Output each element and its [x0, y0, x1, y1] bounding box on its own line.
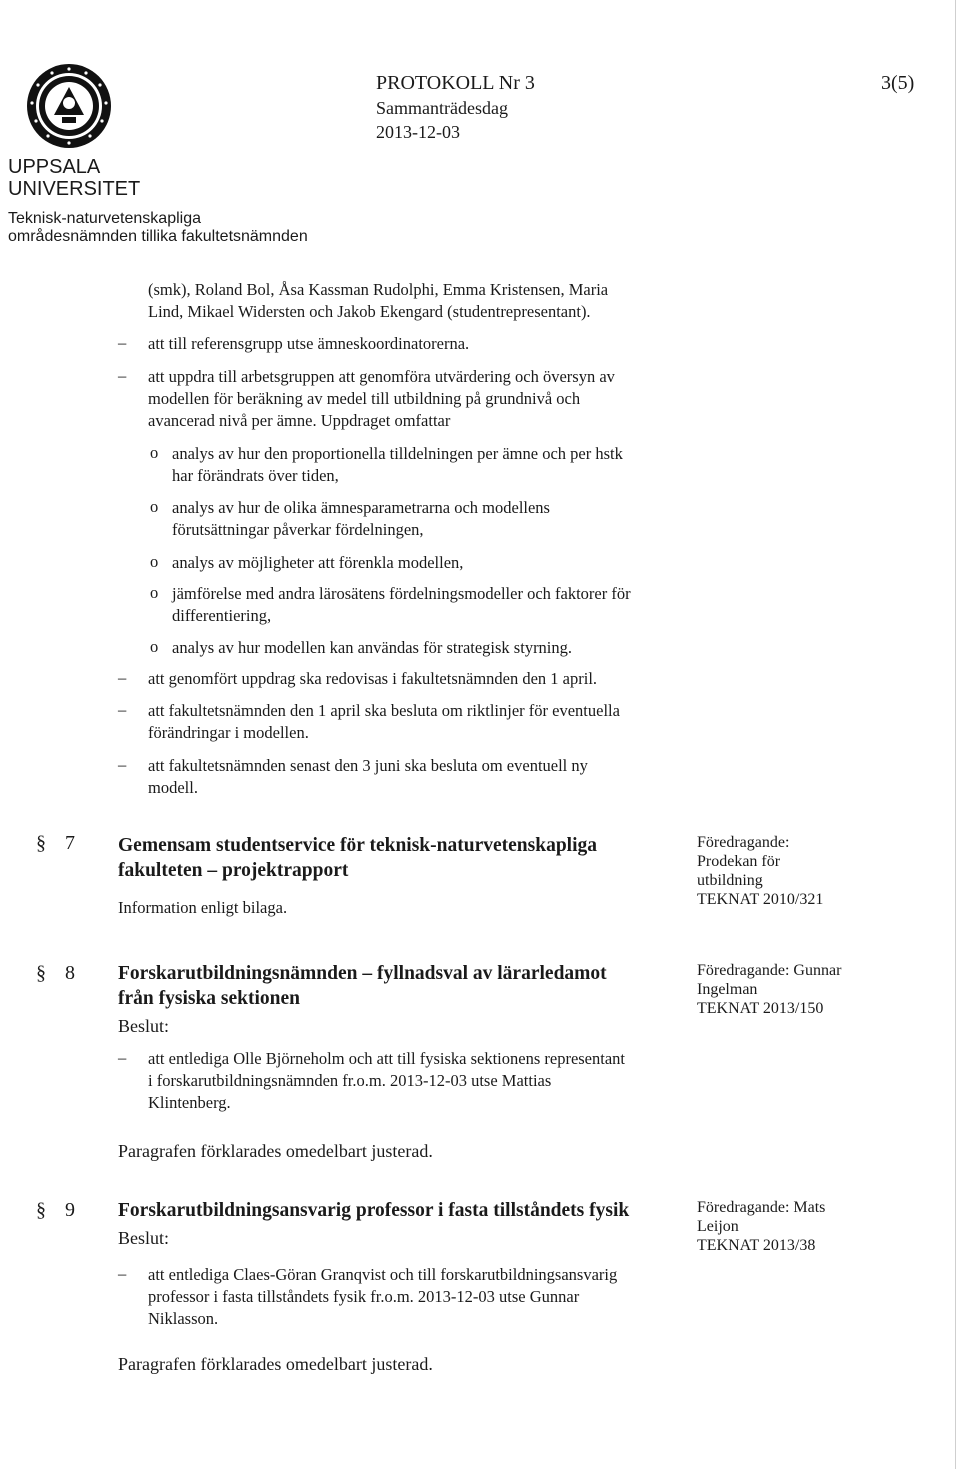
- bullet-marker: o: [150, 552, 159, 571]
- case-number: TEKNAT 2013/38: [697, 1237, 816, 1254]
- section-title: [118, 961, 607, 1011]
- dash-marker: –: [118, 755, 127, 774]
- presenter-info: [697, 961, 841, 1018]
- sub-list-item-line: jämförelse med andra lärosätens fördelningsmodeller och faktorer för: [172, 584, 631, 603]
- list-item-line: förändringar i modellen.: [148, 723, 309, 742]
- decision-heading: Beslut:: [118, 1016, 170, 1036]
- sub-list-item: [172, 583, 631, 627]
- presenter-line: Ingelman: [697, 981, 758, 998]
- university-seal-icon: [26, 63, 112, 149]
- sub-list-item-line: analys av hur modellen kan användas för strategisk styrning.: [172, 638, 573, 657]
- sub-list-item-line: analys av möjligheter att förenkla modellen,: [172, 553, 464, 572]
- dash-marker: –: [118, 333, 127, 352]
- section-body: Information enligt bilaga.: [118, 898, 288, 917]
- section-title-line: Forskarutbildningsansvarig professor i fasta tillståndets fysik: [118, 1200, 630, 1221]
- section-number: [36, 1199, 75, 1222]
- dash-marker: –: [118, 700, 127, 719]
- intro-paragraph: [148, 279, 608, 323]
- intro-line: Lind, Mikael Widersten och Jakob Ekengard (studentrepresentant).: [148, 302, 591, 321]
- presenter-info: [697, 833, 823, 909]
- decision-text: [148, 1048, 625, 1114]
- meeting-date: 2013-12-03: [376, 122, 460, 142]
- page-number: 3(5): [881, 72, 915, 94]
- list-item: [148, 366, 615, 432]
- section-symbol: §: [36, 832, 46, 854]
- faculty-name: [8, 210, 308, 246]
- sub-list-item: [172, 443, 623, 487]
- sub-list-item: [172, 637, 572, 659]
- list-item-line: modellen för beräkning av medel till utbildning på grundnivå och: [148, 389, 581, 408]
- decision-line: att entlediga Claes-Göran Granqvist och till forskarutbildningsansvarig: [148, 1265, 618, 1284]
- presenter-info: [697, 1198, 825, 1255]
- section-number-value: 8: [65, 962, 75, 984]
- list-item: [148, 755, 588, 799]
- section-title: [118, 833, 597, 883]
- presenter-line: Föredragande: Mats: [697, 1199, 826, 1216]
- dash-marker: –: [118, 1048, 127, 1067]
- section-number-value: 9: [65, 1199, 75, 1221]
- closing-statement: Paragrafen förklarades omedelbart justerad.: [118, 1141, 433, 1161]
- sub-list-item: [172, 497, 550, 541]
- sub-list-item-line: analys av hur den proportionella tilldelningen per ämne och per hstk: [172, 444, 623, 463]
- bullet-marker: o: [150, 443, 159, 462]
- dash-marker: –: [118, 668, 127, 687]
- list-item-line: att uppdra till arbetsgruppen att genomföra utvärdering och översyn av: [148, 367, 615, 386]
- closing-statement: Paragrafen förklarades omedelbart justerad.: [118, 1354, 433, 1374]
- protocol-title: PROTOKOLL Nr 3: [376, 72, 535, 94]
- sub-list-item-line: har förändrats över tiden,: [172, 466, 339, 485]
- list-item-line: avancerad nivå per ämne. Uppdraget omfattar: [148, 411, 451, 430]
- bullet-marker: o: [150, 637, 159, 656]
- list-item: [148, 700, 620, 744]
- list-item-line: modell.: [148, 778, 198, 797]
- decision-line: Klintenberg.: [148, 1093, 231, 1112]
- faculty-line-1: Teknisk-naturvetenskapliga: [8, 210, 201, 227]
- dash-marker: –: [118, 1264, 127, 1283]
- meeting-type: Sammanträdesdag: [376, 98, 508, 118]
- section-title-line: Forskarutbildningsnämnden – fyllnadsval av lärarledamot: [118, 963, 607, 984]
- bullet-marker: o: [150, 583, 159, 602]
- section-title-line: från fysiska sektionen: [118, 988, 301, 1009]
- faculty-line-2: områdesnämnden tillika fakultetsnämnden: [8, 228, 308, 245]
- list-item: [148, 333, 469, 355]
- sub-list-item-line: förutsättningar påverkar fördelningen,: [172, 520, 424, 539]
- presenter-line: Föredragande: Gunnar: [697, 962, 842, 979]
- section-number: [36, 962, 75, 985]
- university-line-1: UPPSALA: [8, 156, 101, 178]
- dash-marker: –: [118, 366, 127, 385]
- decision-line: att entlediga Olle Björneholm och att till fysiska sektionens representant: [148, 1049, 626, 1068]
- list-item-line: att genomfört uppdrag ska redovisas i fakultetsnämnden den 1 april.: [148, 669, 598, 688]
- presenter-line: Föredragande:: [697, 834, 790, 851]
- section-number: [36, 832, 75, 855]
- decision-line: Niklasson.: [148, 1309, 219, 1328]
- section-number-value: 7: [65, 832, 75, 854]
- list-item-line: att till referensgrupp utse ämneskoordinatorerna.: [148, 334, 470, 353]
- section-title: [118, 1198, 629, 1223]
- page-edge-line: [955, 0, 956, 1469]
- section-symbol: §: [36, 1199, 46, 1221]
- decision-line: professor i fasta tillståndets fysik fr.o.m. 2013-12-03 utse Gunnar: [148, 1287, 580, 1306]
- section-title-line: Gemensam studentservice för teknisk-naturvetenskapliga: [118, 835, 597, 856]
- section-title-line: fakulteten – projektrapport: [118, 860, 349, 881]
- case-number: TEKNAT 2013/150: [697, 1000, 824, 1017]
- decision-text: [148, 1264, 617, 1330]
- presenter-line: utbildning: [697, 872, 763, 889]
- sub-list-item-line: differentiering,: [172, 606, 272, 625]
- decision-line: i forskarutbildningsnämnden fr.o.m. 2013-12-03 utse Mattias: [148, 1071, 552, 1090]
- sub-list-item-line: analys av hur de olika ämnesparametrarna och modellens: [172, 498, 550, 517]
- list-item: [148, 668, 597, 690]
- university-name: [8, 156, 140, 200]
- sub-list-item: [172, 552, 463, 574]
- presenter-line: Leijon: [697, 1218, 739, 1235]
- intro-line: (smk), Roland Bol, Åsa Kassman Rudolphi, Emma Kristensen, Maria: [148, 280, 609, 299]
- case-number: TEKNAT 2010/321: [697, 891, 824, 908]
- list-item-line: att fakultetsnämnden den 1 april ska besluta om riktlinjer för eventuella: [148, 701, 620, 720]
- section-symbol: §: [36, 962, 46, 984]
- decision-heading: Beslut:: [118, 1228, 170, 1248]
- list-item-line: att fakultetsnämnden senast den 3 juni ska besluta om eventuell ny: [148, 756, 588, 775]
- presenter-line: Prodekan för: [697, 853, 781, 870]
- bullet-marker: o: [150, 497, 159, 516]
- university-line-2: UNIVERSITET: [8, 178, 141, 200]
